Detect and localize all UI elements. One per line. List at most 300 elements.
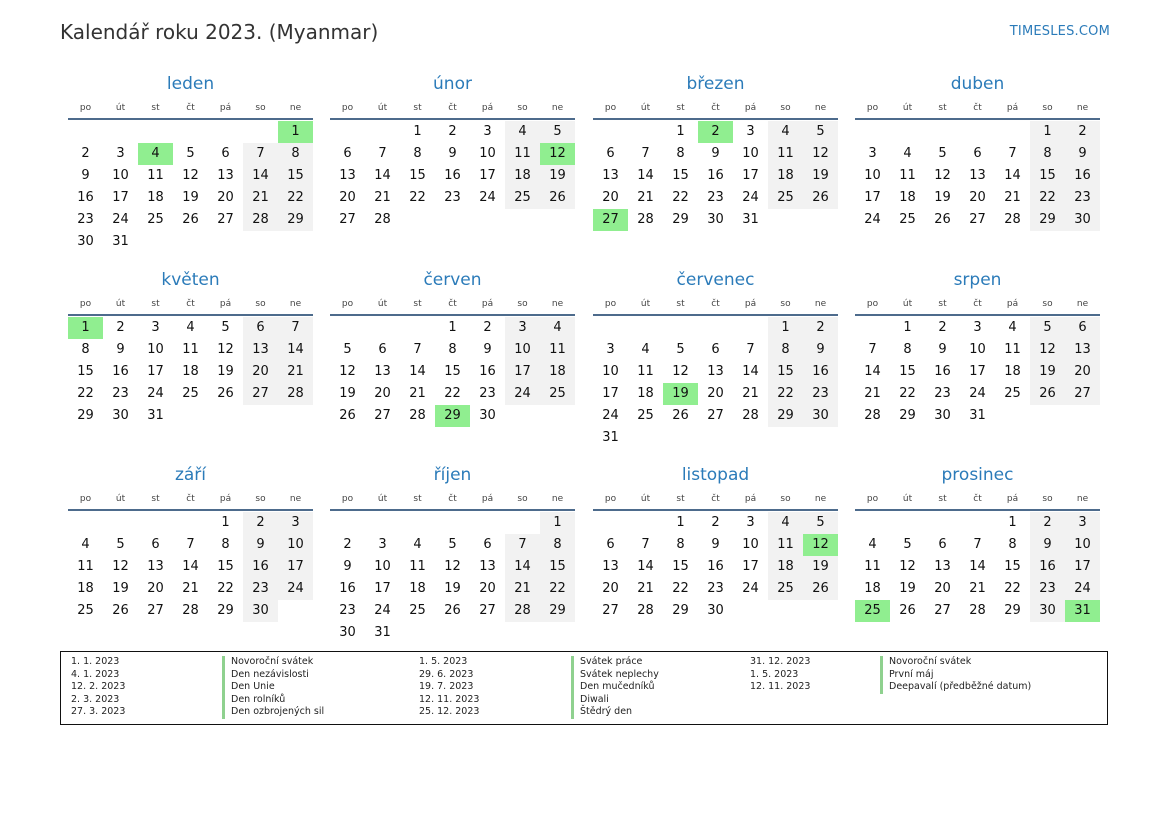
day-cell: 6 (151, 537, 160, 552)
day-cell: 26 (182, 212, 199, 227)
day-cell: 24 (505, 383, 540, 405)
day-grid (593, 120, 838, 231)
day-cell: 21 (505, 578, 540, 600)
day-cell: 5 (676, 342, 685, 357)
day-cell: 9 (711, 537, 720, 552)
day-cell: 8 (278, 143, 313, 165)
weekday-header (855, 98, 1100, 120)
day-cell: 12 (182, 168, 199, 183)
weekday-header (593, 294, 838, 316)
day-cell: 28 (409, 408, 426, 423)
day-cell: 27 (969, 212, 986, 227)
day-cell: 25 (409, 603, 426, 618)
day-cell: 3 (606, 342, 615, 357)
holiday-legend (60, 651, 1108, 725)
day-cell: 10 (602, 364, 619, 379)
day-cell: 26 (444, 603, 461, 618)
day-cell: 11 (1004, 342, 1021, 357)
holiday-date: 12. 2. 2023 (71, 681, 126, 692)
day-cell: 24 (742, 581, 759, 596)
day-cell: 6 (711, 342, 720, 357)
day-cell: 1 (540, 512, 575, 534)
weekday-label: st (413, 494, 422, 504)
day-cell: 4 (540, 317, 575, 339)
day-cell: 10 (112, 168, 129, 183)
weekday-label: so (255, 299, 266, 309)
holiday-name: Den ozbrojených sil (222, 706, 324, 719)
holiday-day-cell: 19 (663, 383, 698, 405)
weekday-label: pá (744, 103, 757, 113)
weekday-label: čt (448, 103, 457, 113)
day-cell: 11 (768, 534, 803, 556)
day-cell: 2 (243, 512, 278, 534)
weekday-label: čt (973, 299, 982, 309)
day-cell: 27 (934, 603, 951, 618)
weekday-label: po (79, 299, 92, 309)
holiday-names-col-3 (880, 656, 1031, 694)
day-cell: 3 (505, 317, 540, 339)
day-cell: 30 (707, 212, 724, 227)
day-cell: 17 (479, 168, 496, 183)
weekday-label: po (604, 103, 617, 113)
month-block (68, 70, 313, 253)
day-cell: 3 (973, 320, 982, 335)
weekday-label: st (938, 494, 947, 504)
day-cell: 29 (672, 603, 689, 618)
weekday-label: so (255, 103, 266, 113)
month-block (68, 266, 313, 427)
day-cell: 21 (969, 581, 986, 596)
day-cell: 22 (217, 581, 234, 596)
day-cell: 19 (899, 581, 916, 596)
day-cell: 2 (803, 317, 838, 339)
holiday-name: Den Unie (222, 681, 324, 694)
weekday-header (855, 489, 1100, 511)
day-cell: 21 (864, 386, 881, 401)
day-cell: 10 (742, 537, 759, 552)
day-cell: 11 (147, 168, 164, 183)
weekday-label: pá (219, 299, 232, 309)
weekday-label: út (640, 299, 651, 309)
day-cell: 28 (374, 212, 391, 227)
day-cell: 12 (803, 143, 838, 165)
weekday-label: so (517, 494, 528, 504)
day-cell: 18 (1004, 364, 1021, 379)
day-cell: 23 (243, 578, 278, 600)
day-cell: 21 (742, 386, 759, 401)
day-cell: 11 (77, 559, 94, 574)
day-cell: 25 (768, 578, 803, 600)
day-cell: 31 (602, 430, 619, 445)
day-cell: 26 (803, 187, 838, 209)
month-name: říjen (433, 465, 472, 485)
day-cell: 22 (540, 578, 575, 600)
day-cell: 27 (602, 603, 619, 618)
day-cell: 17 (742, 168, 759, 183)
day-cell: 14 (864, 364, 881, 379)
day-cell: 5 (221, 320, 230, 335)
day-cell: 25 (768, 187, 803, 209)
day-cell: 13 (479, 559, 496, 574)
weekday-label: čt (186, 103, 195, 113)
day-cell: 26 (217, 386, 234, 401)
day-cell: 4 (903, 146, 912, 161)
day-cell: 18 (637, 386, 654, 401)
day-cell: 18 (899, 190, 916, 205)
month-name: leden (166, 74, 215, 94)
day-cell: 5 (448, 537, 457, 552)
month-name: březen (686, 74, 745, 94)
month-name: únor (433, 74, 472, 94)
day-cell: 4 (868, 537, 877, 552)
day-cell: 14 (182, 559, 199, 574)
day-cell: 14 (409, 364, 426, 379)
day-cell: 6 (483, 537, 492, 552)
weekday-label: út (902, 103, 913, 113)
day-cell: 2 (81, 146, 90, 161)
holiday-name: Novoroční svátek (222, 656, 324, 669)
day-cell: 25 (147, 212, 164, 227)
day-cell: 20 (339, 190, 356, 205)
day-cell: 24 (602, 408, 619, 423)
day-cell: 13 (374, 364, 391, 379)
day-cell: 15 (768, 361, 803, 383)
day-cell: 23 (1030, 578, 1065, 600)
day-cell: 1 (448, 320, 457, 335)
day-cell: 4 (413, 537, 422, 552)
month-block (593, 70, 838, 231)
weekday-label: st (676, 494, 685, 504)
day-cell: 10 (864, 168, 881, 183)
weekday-label: so (1042, 299, 1053, 309)
weekday-label: po (341, 494, 354, 504)
holiday-date: 4. 1. 2023 (71, 668, 120, 680)
day-cell: 7 (973, 537, 982, 552)
day-cell: 8 (676, 146, 685, 161)
weekday-label: st (938, 299, 947, 309)
weekday-header (330, 294, 575, 316)
day-cell: 6 (378, 342, 387, 357)
day-cell: 9 (938, 342, 947, 357)
day-cell: 8 (540, 534, 575, 556)
day-grid (855, 120, 1100, 231)
day-cell: 3 (868, 146, 877, 161)
day-cell: 18 (147, 190, 164, 205)
day-cell: 28 (1004, 212, 1021, 227)
day-cell: 25 (505, 187, 540, 209)
day-cell: 20 (1065, 361, 1100, 383)
holiday-name: Svátek práce (571, 656, 659, 669)
day-grid (330, 316, 575, 427)
site-link[interactable]: TIMESLES.COM (1009, 24, 1110, 39)
day-cell: 23 (444, 190, 461, 205)
day-cell: 15 (1030, 165, 1065, 187)
day-cell: 20 (602, 190, 619, 205)
day-cell: 5 (938, 146, 947, 161)
weekday-label: ne (551, 299, 564, 309)
day-cell: 15 (672, 168, 689, 183)
weekday-label: st (676, 103, 685, 113)
holiday-day-cell: 25 (855, 600, 890, 622)
day-cell: 26 (899, 603, 916, 618)
day-cell: 27 (217, 212, 234, 227)
weekday-label: pá (481, 103, 494, 113)
day-cell: 5 (116, 537, 125, 552)
month-name: listopad (681, 465, 750, 485)
day-cell: 29 (278, 209, 313, 231)
day-cell: 9 (483, 342, 492, 357)
weekday-label: ne (1076, 299, 1089, 309)
day-cell: 16 (444, 168, 461, 183)
day-cell: 7 (641, 146, 650, 161)
day-cell: 10 (1065, 534, 1100, 556)
weekday-label: ne (1076, 103, 1089, 113)
weekday-label: pá (1006, 299, 1019, 309)
day-cell: 27 (1065, 383, 1100, 405)
day-cell: 19 (112, 581, 129, 596)
weekday-header (593, 489, 838, 511)
day-cell: 2 (483, 320, 492, 335)
day-cell: 28 (637, 603, 654, 618)
day-cell: 8 (413, 146, 422, 161)
weekday-header (855, 294, 1100, 316)
weekday-label: ne (814, 494, 827, 504)
day-cell: 17 (147, 364, 164, 379)
day-cell: 9 (343, 559, 352, 574)
day-cell: 17 (969, 364, 986, 379)
weekday-label: po (341, 103, 354, 113)
weekday-header (68, 98, 313, 120)
weekday-label: st (413, 103, 422, 113)
day-cell: 15 (409, 168, 426, 183)
weekday-label: út (377, 494, 388, 504)
day-cell: 30 (243, 600, 278, 622)
holiday-date: 1. 1. 2023 (71, 656, 120, 667)
day-cell: 1 (413, 124, 422, 139)
day-cell: 21 (278, 361, 313, 383)
day-cell: 18 (182, 364, 199, 379)
day-cell: 9 (116, 342, 125, 357)
day-cell: 11 (540, 339, 575, 361)
day-cell: 9 (81, 168, 90, 183)
weekday-label: pá (481, 494, 494, 504)
holiday-names-col-1 (222, 656, 324, 719)
day-cell: 2 (116, 320, 125, 335)
weekday-label: út (115, 494, 126, 504)
weekday-label: po (866, 103, 879, 113)
holiday-day-cell: 27 (593, 209, 628, 231)
day-cell: 15 (278, 165, 313, 187)
day-cell: 28 (637, 212, 654, 227)
day-cell: 4 (186, 320, 195, 335)
day-cell: 12 (672, 364, 689, 379)
day-cell: 19 (182, 190, 199, 205)
day-cell: 11 (768, 143, 803, 165)
day-cell: 5 (186, 146, 195, 161)
day-cell: 27 (707, 408, 724, 423)
day-cell: 10 (147, 342, 164, 357)
day-cell: 11 (637, 364, 654, 379)
weekday-label: pá (481, 299, 494, 309)
day-cell: 22 (768, 383, 803, 405)
weekday-label: so (780, 494, 791, 504)
day-cell: 28 (278, 383, 313, 405)
weekday-label: po (79, 103, 92, 113)
day-cell: 31 (374, 625, 391, 640)
day-cell: 18 (540, 361, 575, 383)
month-block (593, 266, 838, 449)
day-cell: 22 (899, 386, 916, 401)
day-cell: 7 (186, 537, 195, 552)
month-name: červen (423, 270, 482, 290)
day-cell: 9 (243, 534, 278, 556)
day-cell: 23 (1065, 187, 1100, 209)
holiday-name: Den mučedníků (571, 681, 659, 694)
holiday-name: Svátek neplechy (571, 669, 659, 682)
day-cell: 8 (768, 339, 803, 361)
holiday-date: 1. 5. 2023 (419, 656, 468, 667)
day-cell: 14 (969, 559, 986, 574)
day-cell: 14 (243, 165, 278, 187)
weekday-label: út (640, 494, 651, 504)
day-cell: 1 (903, 320, 912, 335)
day-cell: 26 (112, 603, 129, 618)
day-cell: 18 (77, 581, 94, 596)
weekday-label: pá (1006, 494, 1019, 504)
day-cell: 19 (540, 165, 575, 187)
day-cell: 17 (278, 556, 313, 578)
holiday-date: 2. 3. 2023 (71, 693, 120, 705)
weekday-label: čt (448, 299, 457, 309)
day-cell: 12 (217, 342, 234, 357)
day-cell: 18 (864, 581, 881, 596)
day-cell: 15 (217, 559, 234, 574)
day-cell: 26 (672, 408, 689, 423)
day-cell: 4 (641, 342, 650, 357)
day-cell: 14 (637, 168, 654, 183)
weekday-label: so (517, 299, 528, 309)
weekday-label: út (377, 103, 388, 113)
holiday-date: 12. 11. 2023 (419, 693, 480, 705)
day-cell: 27 (339, 212, 356, 227)
day-cell: 8 (903, 342, 912, 357)
day-cell: 13 (602, 559, 619, 574)
day-cell: 22 (672, 581, 689, 596)
day-cell: 4 (768, 512, 803, 534)
weekday-label: čt (186, 299, 195, 309)
day-cell: 3 (746, 515, 755, 530)
day-grid (68, 120, 313, 253)
day-cell: 22 (278, 187, 313, 209)
weekday-label: čt (711, 299, 720, 309)
day-cell: 3 (746, 124, 755, 139)
day-cell: 16 (479, 364, 496, 379)
day-cell: 16 (1030, 556, 1065, 578)
day-cell: 13 (243, 339, 278, 361)
day-cell: 16 (77, 190, 94, 205)
day-cell: 20 (479, 581, 496, 596)
holiday-day-cell: 4 (138, 143, 173, 165)
month-name: srpen (953, 270, 1002, 290)
day-cell: 25 (77, 603, 94, 618)
day-cell: 5 (803, 512, 838, 534)
day-cell: 22 (444, 386, 461, 401)
weekday-label: so (1042, 103, 1053, 113)
weekday-label: pá (744, 494, 757, 504)
holiday-day-cell: 12 (803, 534, 838, 556)
day-cell: 30 (339, 625, 356, 640)
weekday-label: čt (186, 494, 195, 504)
month-name: prosinec (941, 465, 1014, 485)
day-cell: 27 (374, 408, 391, 423)
day-cell: 24 (112, 212, 129, 227)
weekday-label: út (115, 103, 126, 113)
day-cell: 24 (864, 212, 881, 227)
day-cell: 27 (243, 383, 278, 405)
day-cell: 22 (1030, 187, 1065, 209)
day-cell: 3 (1065, 512, 1100, 534)
day-cell: 31 (969, 408, 986, 423)
day-cell: 24 (147, 386, 164, 401)
day-cell: 16 (707, 168, 724, 183)
day-grid (68, 511, 313, 622)
day-cell: 10 (278, 534, 313, 556)
weekday-label: po (866, 494, 879, 504)
day-cell: 7 (243, 143, 278, 165)
weekday-label: čt (711, 494, 720, 504)
day-cell: 14 (278, 339, 313, 361)
day-grid (68, 316, 313, 427)
day-cell: 29 (768, 405, 803, 427)
weekday-label: st (151, 299, 160, 309)
day-cell: 23 (112, 386, 129, 401)
day-cell: 19 (217, 364, 234, 379)
day-cell: 14 (374, 168, 391, 183)
day-cell: 19 (803, 556, 838, 578)
day-cell: 22 (77, 386, 94, 401)
day-cell: 12 (112, 559, 129, 574)
weekday-label: pá (219, 494, 232, 504)
day-cell: 5 (540, 121, 575, 143)
day-cell: 9 (448, 146, 457, 161)
day-cell: 6 (1065, 317, 1100, 339)
day-cell: 1 (676, 515, 685, 530)
holiday-day-cell: 2 (698, 121, 733, 143)
holiday-name: Den rolníků (222, 694, 324, 707)
weekday-label: ne (814, 299, 827, 309)
day-cell: 30 (77, 234, 94, 249)
day-cell: 28 (182, 603, 199, 618)
day-cell: 11 (182, 342, 199, 357)
day-cell: 17 (112, 190, 129, 205)
day-cell: 15 (540, 556, 575, 578)
day-cell: 29 (217, 603, 234, 618)
day-cell: 20 (147, 581, 164, 596)
day-cell: 1 (221, 515, 230, 530)
weekday-label: pá (219, 103, 232, 113)
day-cell: 6 (973, 146, 982, 161)
weekday-label: út (640, 103, 651, 113)
day-cell: 24 (969, 386, 986, 401)
weekday-label: po (79, 494, 92, 504)
day-cell: 1 (676, 124, 685, 139)
day-cell: 5 (803, 121, 838, 143)
weekday-label: ne (551, 103, 564, 113)
day-cell: 15 (1004, 559, 1021, 574)
holiday-name: Den nezávislosti (222, 669, 324, 682)
day-cell: 26 (339, 408, 356, 423)
weekday-label: po (341, 299, 354, 309)
